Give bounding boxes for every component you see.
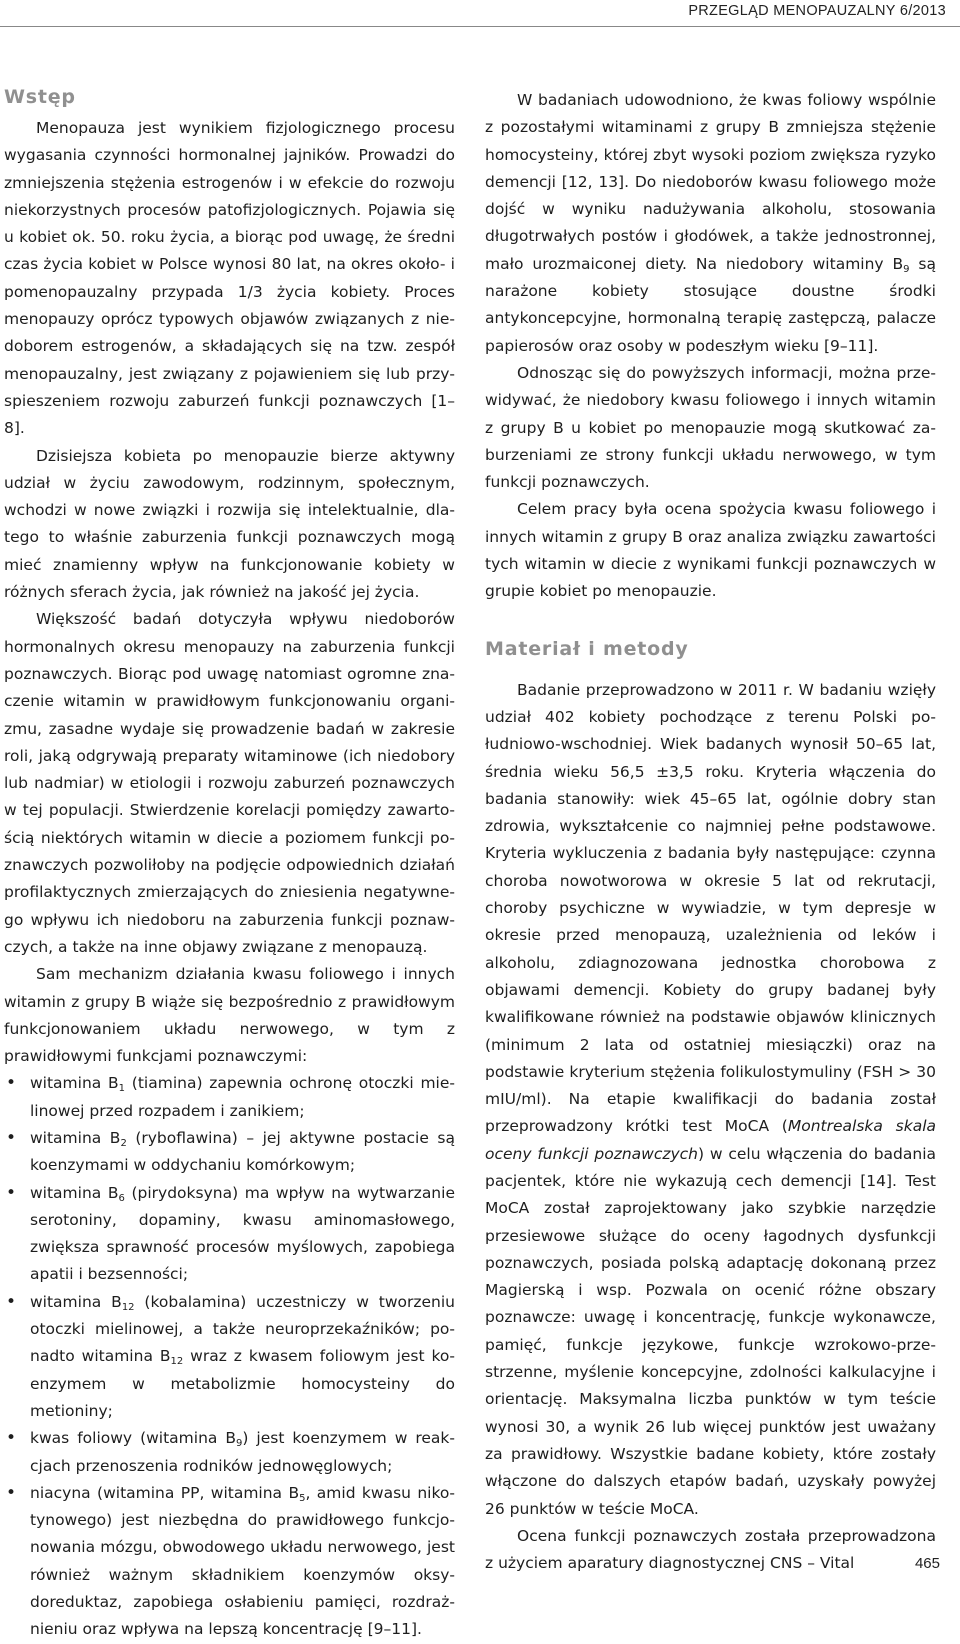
right-column	[485, 87, 936, 1577]
intro-paragraph-3: Większość badań dotyczyła wpływu niedoborów hormonalnych okresu menopauzy na zaburzenia funkcji poznawczych. Biorąc pod uwagę natomiast ogromne znaczenie witamin w prawidłowym funkcjonowaniu organizmu, zasadne wydaje się prowadzenie badań w zakresie roli, jaką odgrywają preparaty witaminowe (ich niedobory lub nadmiar) w etiologii i rozwoju zaburzeń poznawczych w tej populacji. Stwierdzenie korelacji pomiędzy zawartością niektórych witamin w diecie a poziomem funkcji poznawczych pozwoliłoby na podjęcie odpowiednich działań profilaktycznych zmierzających do zniesienia negatywnego wpływu ich niedoboru na zaburzenia funkcji poznawczych, a także na inne objawy związane z menopauzą.	[4, 610, 455, 956]
vitamin-list-item: • witamina $B_{12}$ (kobalamina) uczestniczy w tworzeniu otoczki mielinowej, a także neuroprzekaźników; ponadto witamina $B_{12}$ wraz z kwasem foliowym jest koenzymem w metabolizmie homocysteiny do metioniny;	[30, 1289, 455, 1425]
vitamin-list-item: • niacyna (witamina PP, witamina $B_5$, amid kwasu nikotynowego) jest niezbędna do prawidłowego funkcjonowania mózgu, obwodowego układu nerwowego, jest również ważnym składnikiem koenzymów oksydoreduktaz, zapobiega osłabieniu pamięci, rozdrażnieniu oraz wpływa na lepszą koncentrację [9–11].	[30, 1480, 455, 1644]
methods-paragraph-1: Badanie przeprowadzono w 2011 r. W badaniu wzięły udział 402 kobiety pochodzące z terenu Polski południowo-wschodniej. Wiek badanych wynosił 50–65 lat, średnia wieku 56,5 ±3,5 roku. Kryteria włączenia do badania stanowiły: wiek 45–65 lat, ogólnie dobry stan zdrowia, wykształcenie co najmniej pełne podstawowe. Kryteria wykluczenia z badania były następujące: czynna choroba nowotworowa w okresie 5 lat od rekrutacji, choroby psychiczne w wywiadzie, w tym depresje w okresie przed menopauzą, uzależnienia od leków i alkoholu, zdiagnozowana jednostka chorobowa z objawami demencji. Kobiety do grupy badanej były kwalifikowane również na podstawie objawów klinicznych (minimum 2 lata od ostatniej miesiączki) oraz na podstawie kryterium stężenia folikulostymuliny (FSH > 30 mIU/ml). Na etapie kwalifikacji do badania został przeprowadzony krótki test MoCA (Montrealska skala oceny funkcji poznawczych) w celu włączenia do badania pacjentek, które nie wykazują cech demencji [14]. Test MoCA został zaprojektowany jako szybkie narzędzie przesiewowe służące do oceny łagodnych dysfunkcji poznawczych, posiada polską adaptację dokonaną przez Magierską i wsp. Pozwala on ocenić różne obszary poznawcze: uwagę i koncentrację, funkcje wykonawcze, pamięć, funkcje językowe, funkcje wzrokowo-przestrzenne, myślenie koncepcyjne, zdolności kalkulacyjne i orientację. Maksymalna liczba punktów w tym teście wynosi 30, a wynik 26 lub więcej punktów jest uważany za prawidłowy. Wszystkie badane kobiety, które zostały włączone do dalszych etapów badań, uzyskały powyżej 26 punktów w teście MoCA.	[485, 680, 936, 1518]
right-paragraph-2: Odnosząc się do powyższych informacji, można przewidywać, że niedobory kwasu foliowego i innych witamin z grupy B u kobiet po menopauzie mogą skutkować zaburzeniami ze strony funkcji układu nerwowego, w tym funkcji poznawczych.	[485, 363, 936, 492]
header-rule	[0, 26, 960, 27]
vitamin-list-item: • kwas foliowy (witamina $B_9$) jest koenzymem w reakcjach przenoszenia rodników jednowęglowych;	[30, 1425, 455, 1480]
vitamin-list	[4, 1070, 455, 1643]
right-paragraph-3: Celem pracy była ocena spożycia kwasu foliowego i innych witamin z grupy B oraz analiza związku zawartości tych witamin w diecie z wynikami funkcji poznawczych w grupie kobiet po menopauzie.	[485, 500, 936, 601]
section-heading-intro: Wstęp	[4, 86, 76, 108]
methods-paragraph-2: Ocena funkcji poznawczych została przeprowadzona z użyciem aparatury diagnostycznej CNS – Vital	[485, 1526, 936, 1573]
page-number: 465	[914, 1555, 940, 1572]
vitamin-list-item: • witamina $B_6$ (pirydoksyna) ma wpływ na wytwarzanie serotoniny, dopaminy, kwasu aminomasłowego, zwiększa sprawność procesów myślowych, zapobiega apatii i bezsenności;	[30, 1180, 455, 1289]
left-column	[4, 84, 455, 1644]
vitamin-list-item: • witamina $B_2$ (ryboflawina) – jej aktywne postacie są koenzymami w oddychaniu komórkowym;	[30, 1125, 455, 1180]
intro-paragraph-2: Dzisiejsza kobieta po menopauzie bierze aktywny udział w życiu zawodowym, rodzinnym, społecznym, wchodzi w nowe związki i rozwija się intelektualnie, dlatego to właśnie zaburzenia funkcji poznawczych mogą mieć znamienny wpływ na funkcjonowanie kobiety w różnych sferach życia, jak również na jakość jej życia.	[4, 446, 455, 602]
vitamin-list-item: • witamina $B_1$ (tiamina) zapewnia ochronę otoczki mielinowej przed rozpadem i zanikiem;	[30, 1070, 455, 1125]
intro-paragraph-1: Menopauza jest wynikiem fizjologicznego procesu wygasania czynności hormonalnej jajników. Prowadzi do zmniejszenia stężenia estrogenów i w efekcie do rozwoju niekorzystnych procesów patofizjologicznych. Pojawia się u kobiet ok. 50. roku życia, a biorąc pod uwagę, że średni czas życia kobiet w Polsce wynosi 80 lat, na okres około- i pomenopauzalny przypada 1/3 życia kobiety. Proces menopauzy oprócz typowych objawów związanych z niedoborem estrogenów, a składających się na tzw. zespół menopauzalny, jest związany z pojawieniem się lub przyspieszeniem rozwoju zaburzeń funkcji poznawczych [1–8].	[4, 119, 455, 438]
intro-paragraph-4: Sam mechanizm działania kwasu foliowego i innych witamin z grupy B wiąże się bezpośrednio z prawidłowym funkcjonowaniem układu nerwowego, w tym z prawidłowymi funkcjami poznawczymi:	[4, 965, 455, 1066]
right-paragraph-1: W badaniach udowodniono, że kwas foliowy wspólnie z pozostałymi witaminami z grupy B zmniejsza stężenie homocysteiny, której zbyt wysoki poziom zwiększa ryzyko demencji [12, 13]. Do niedoborów kwasu foliowego może dojść w wyniku nadużywania alkoholu, stosowania długotrwałych postów i głodówek, a także jednostronnej, mało urozmaiconej diety. Na niedobory witaminy $B_9$ są narażone kobiety stosujące doustne środki antykoncepcyjne, hormonalną terapię zastępczą, palacze papierosów oraz osoby w podeszłym wieku [9–11].	[485, 91, 936, 355]
running-header: PRZEGLĄD MENOPAUZALNY 6/2013	[688, 3, 946, 19]
section-heading-methods: Materiał i metody	[485, 637, 689, 660]
